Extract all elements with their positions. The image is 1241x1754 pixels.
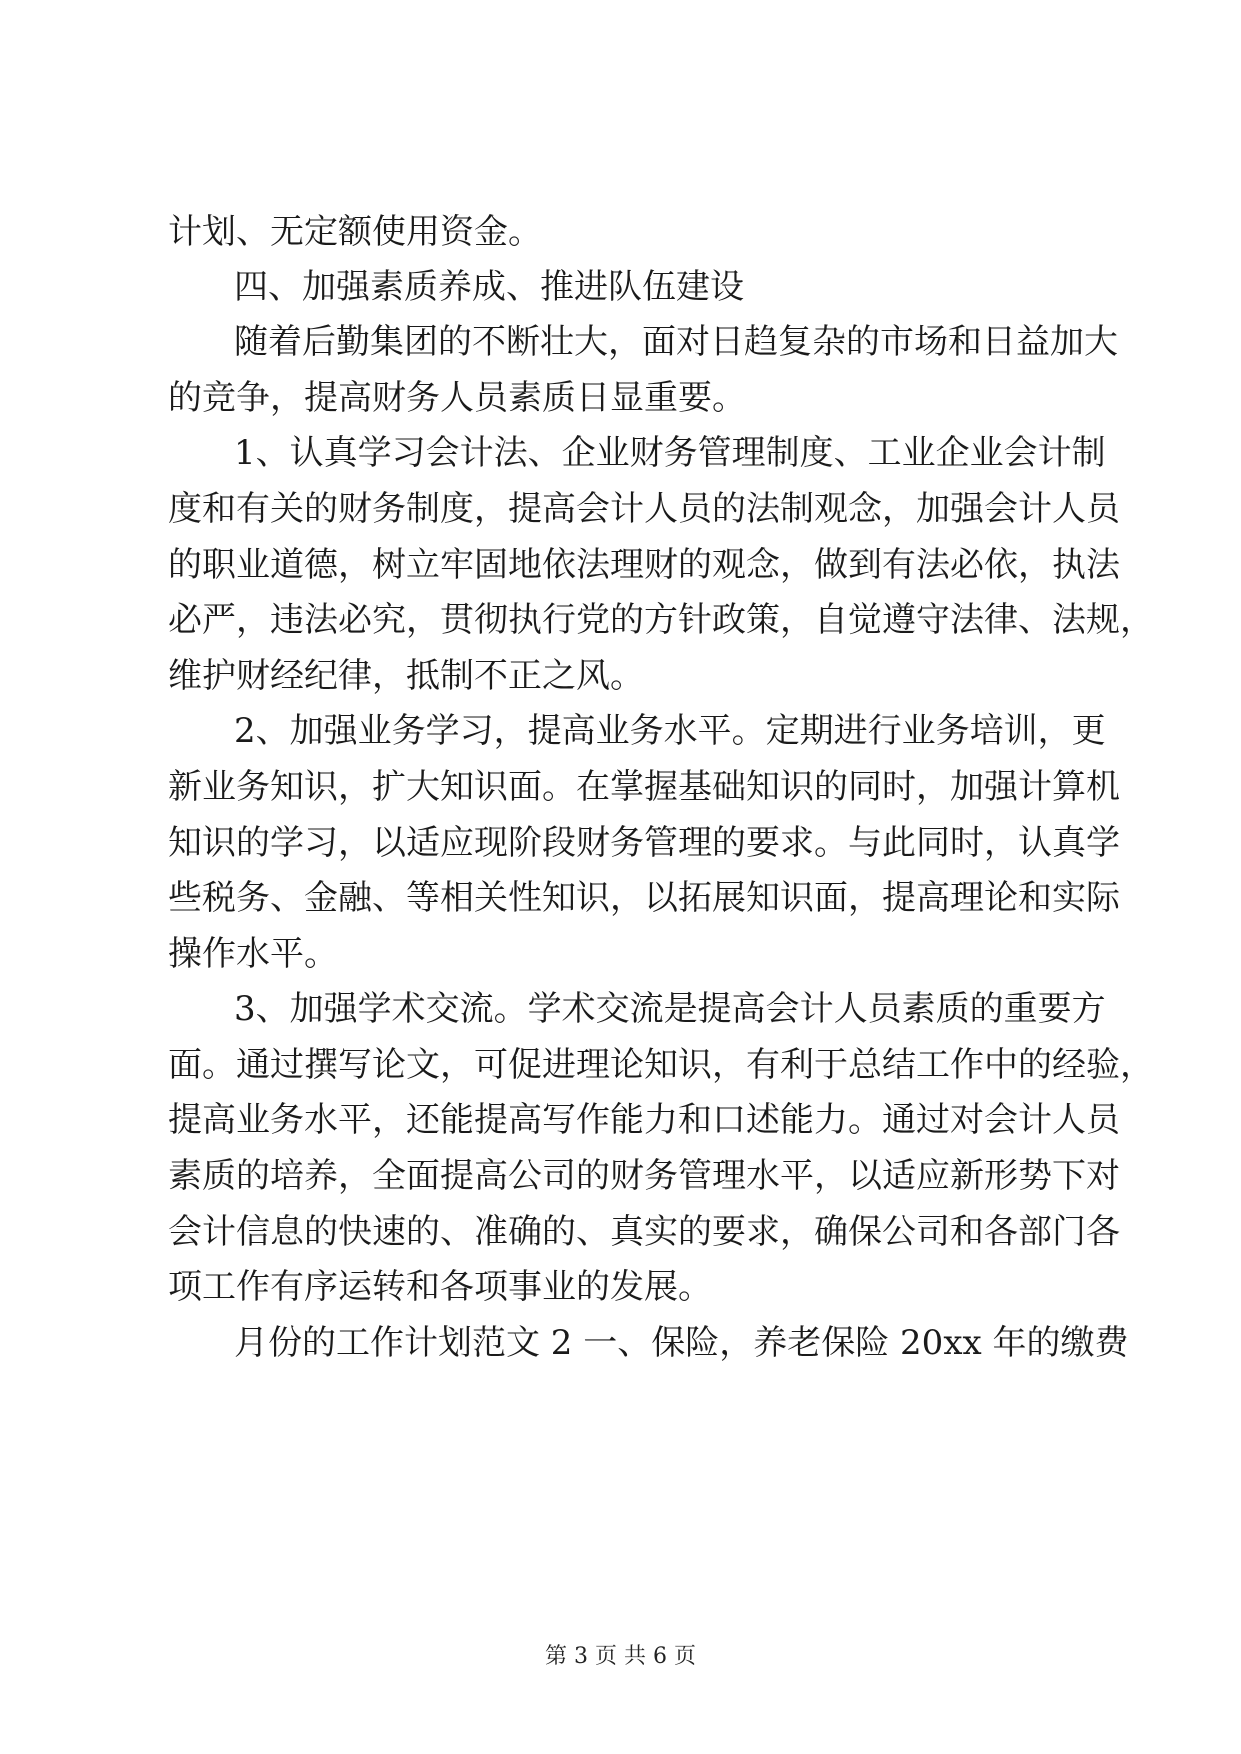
section-heading: 四、加强素质养成、推进队伍建设 [234,267,744,307]
body-text-line: 的职业道德，树立牢固地依法理财的观念，做到有法必依，执法 [168,545,1120,585]
body-text-line: 些税务、金融、等相关性知识，以拓展知识面，提高理论和实际 [168,878,1120,918]
body-text-line: 知识的学习，以适应现阶段财务管理的要求。与此同时，认真学 [168,823,1120,863]
body-text-line: 随着后勤集团的不断壮大，面对日趋复杂的市场和日益加大 [234,322,1118,362]
body-text-line: 项工作有序运转和各项事业的发展。 [168,1267,712,1307]
body-text-line: 月份的工作计划范文 2 一、保险，养老保险 20xx 年的缴费 [234,1323,1129,1363]
body-text-line: 面。通过撰写论文，可促进理论知识，有利于总结工作中的经验， [168,1045,1154,1085]
body-text-line: 必严，违法必究，贯彻执行党的方针政策，自觉遵守法律、法规， [168,600,1154,640]
body-text-line: 操作水平。 [168,934,338,974]
body-text-line: 计划、无定额使用资金。 [168,212,542,252]
body-text-line: 1、认真学习会计法、企业财务管理制度、工业企业会计制 [234,433,1106,473]
body-text-line: 提高业务水平，还能提高写作能力和口述能力。通过对会计人员 [168,1100,1120,1140]
body-text-line: 2、加强业务学习，提高业务水平。定期进行业务培训，更 [234,711,1106,751]
body-text-line: 的竞争，提高财务人员素质日显重要。 [168,378,746,418]
body-text-line: 维护财经纪律，抵制不正之风。 [168,656,644,696]
page-number-footer: 第 3 页 共 6 页 [545,1644,696,1669]
body-text-line: 素质的培养，全面提高公司的财务管理水平，以适应新形势下对 [168,1156,1120,1196]
body-text-line: 新业务知识，扩大知识面。在掌握基础知识的同时，加强计算机 [168,767,1120,807]
body-text-line: 3、加强学术交流。学术交流是提高会计人员素质的重要方 [234,989,1106,1029]
body-text-line: 会计信息的快速的、准确的、真实的要求，确保公司和各部门各 [168,1212,1120,1252]
body-text-line: 度和有关的财务制度，提高会计人员的法制观念，加强会计人员 [168,489,1120,529]
